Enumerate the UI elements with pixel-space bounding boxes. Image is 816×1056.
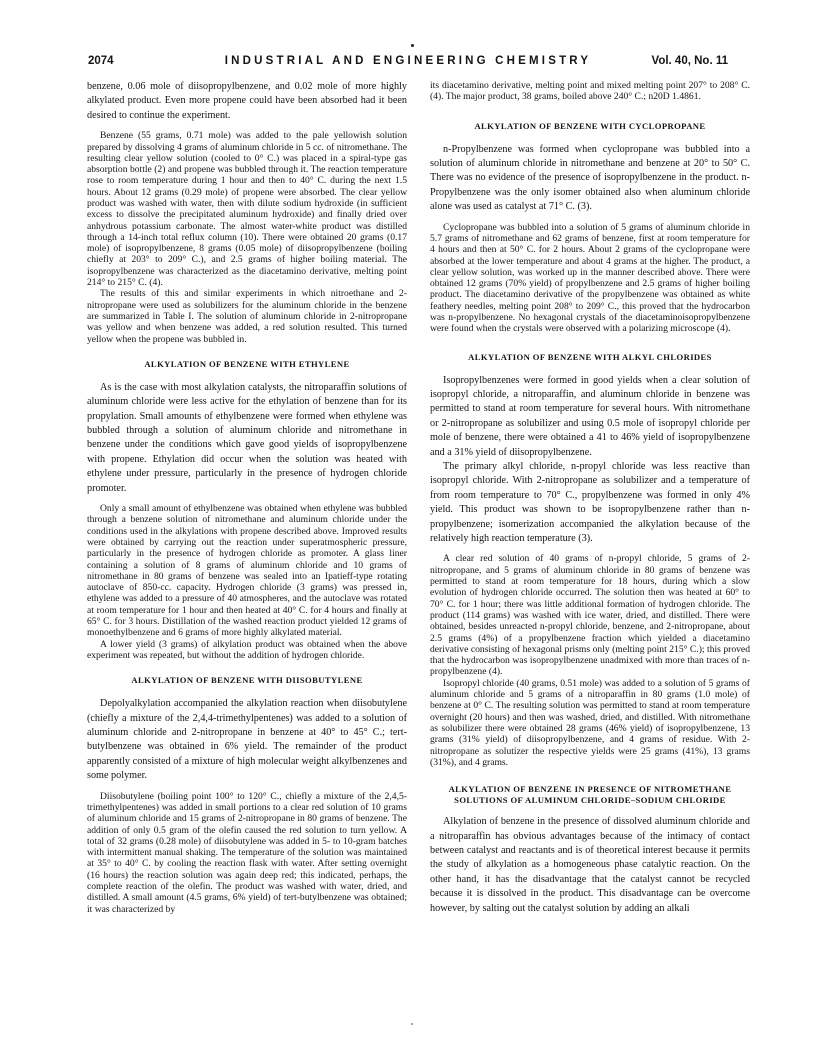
print-speck	[411, 1023, 413, 1025]
paragraph: Alkylation of benzene in the presence of dissolved aluminum chloride and a nitroparaffin has obvious advantages because of the intimacy of contact between catalyst and reactants and is of theoretical interest because it permits the study of alkylation as a homogeneous phase catalytic reaction. On the other hand, it has the disadvantage that the catalyst cannot be recycled because it is dissolved in the product. This disadvantage can be overcome however, by salting out the catalyst solution by adding an alkali	[430, 816, 750, 914]
paragraph: Depolyalkylation accompanied the alkylation reaction when diisobutylene (chiefly a mixture of the 2,4,4-trimethylpentenes) was added to a solution of aluminum chloride and 2-nitropropane in benzene at 40° to 45° C.; tert-butylbenzene was obtained in 6% yield. The remainder of the product apparently consisted of a mixture of high molecular weight alkylbenzenes and some polymer.	[87, 698, 407, 782]
left-column	[87, 80, 407, 915]
paragraph: A clear red solution of 40 grams of n-propyl chloride, 5 grams of 2-nitropropane, and 5 grams of aluminum chloride in 80 grams of benzene was permitted to stand at room temperature for 18 hours, during which a slow evolution of hydrogen chloride occurred. The solution then was heated at 60° to 70° C. for 1 hour; there was little additional formation of hydrogen chloride. The product (114 grams) was washed with ice water, dried, and distilled. There were obtained, besides unreacted n-propyl chloride, benzene, and 2-nitropropane, about 2.5 grams (4%) of a propylbenzene fraction which yielded a diacetamino derivative consisting of hexagonal prisms only (melting point 215° C.); this proved that the hydrocarbon was isopropylbenzene unadmixed with more than traces of n-propylbenzene (4).	[430, 553, 750, 678]
section-heading-alkyl-chlorides: ALKYLATION OF BENZENE WITH ALKYL CHLORIDES	[468, 351, 712, 362]
section-heading-ethylene: ALKYLATION OF BENZENE WITH ETHYLENE	[144, 358, 350, 369]
paragraph: Isopropyl chloride (40 grams, 0.51 mole) was added to a solution of 5 grams of aluminum chloride and 5 grams of a nitroparaffin in 80 grams (1.0 mole) of benzene at 0° C. The resulting solution was permitted to stand at room temperature overnight (20 hours) and then was washed, dried, and distilled. With nitromethane as solubilizer there were obtained 28 grams (46% yield) of isopropylbenzene, 13 grams (31% yield) of diisopropylbenzene, and 4 grams of residue. With 2-nitropropane as solutizer the respective yields were 25 grams (41%), 13 grams (31%), and 4 grams.	[430, 677, 750, 768]
running-header	[88, 55, 728, 71]
paragraph: As is the case with most alkylation catalysts, the nitroparaffin solutions of aluminum chloride were less active for the ethylation of benzene than for its propylation. Small amounts of ethylbenzene were formed when ethylene was bubbled through a solution of aluminum chloride and nitromethane in benzene under the conditions which gave good yields of isopropylbenzene with propene. Ethylation did occur when the solution was heated with ethylene under pressure, particularly in the presence of hydrogen chloride promoter.	[87, 381, 407, 494]
paragraph: Cyclopropane was bubbled into a solution of 5 grams of aluminum chloride in 5.7 grams of nitromethane and 62 grams of benzene, first at room temperature for 4 hours and then at 50° C. for 2 hours. About 2 grams of the cyclopropane were absorbed at the lower temperature and about 4 grams at the higher. The product, a clear yellow solution, was worked up in the manner described above. There were obtained 12 grams (70% yield) of propylbenzene and 2.5 grams of higher boiling product. The diacetamino derivative of the propylbenzene was obtained as white feathery needles, melting point 208° to 209° C., this proved that the hydrocarbon was n-propylbenzene. No hexagonal crystals of the diacetaminoisopropylbenzene were found when the crystals were observed with a polarizing microscope (4).	[430, 221, 750, 335]
heading-line: SOLUTIONS OF ALUMINUM CHLORIDE–SODIUM CHLORIDE	[454, 795, 726, 806]
paragraph: The primary alkyl chloride, n-propyl chloride was less reactive than isopropyl chloride. With 2-nitropropane as solubilizer and a temperature of from room temperature to 70° C., propylbenzene was formed in only 4% yield. This product was shown to be isopropylbenzene rather than n-propylbenzene; isomerization accompanied the alkylation because of the relatively high reaction temperature (3).	[430, 461, 750, 545]
section-heading-diisobutylene: ALKYLATION OF BENZENE WITH DIISOBUTYLENE	[131, 675, 363, 686]
paragraph: A lower yield (3 grams) of alkylation product was obtained when the above experiment was repeated, but without the addition of hydrogen chloride.	[87, 638, 407, 661]
heading-line: ALKYLATION OF BENZENE IN PRESENCE OF NITROMETHANE	[448, 784, 732, 795]
right-column	[430, 80, 750, 916]
paragraph: Diisobutylene (boiling point 100° to 120° C., chiefly a mixture of the 2,4,5-trimethylpentenes) was added in small portions to a clear red solution of 10 grams of aluminum chloride and 15 grams of 2-nitropropane in 80 grams of benzene. The addition of only 0.5 gram of the olefin caused the red solution to turn yellow. A total of 32 grams (0.28 mole) of diisobutylene was added in 5- to 10-gram batches with intermittent manual shaking. The temperature of the solution was maintained at 35° to 40° C. by cooling the reaction flask with water. After setting overnight (16 hours) the reaction solution was again deep red; this indicated, perhaps, the complete reaction of the olefin. The product was washed with water, dried, and distilled. A small amount (4.5 grams, 6% yield) of tert-butylbenzene was obtained; it was characterized by	[87, 790, 407, 915]
paragraph: Benzene (55 grams, 0.71 mole) was added to the pale yellowish solution prepared by dissolving 4 grams of aluminum chloride in 5 cc. of nitromethane. The resulting clear yellow solution (cooled to 0° C.) was placed in a spiral-type gas absorption bottle (2) and propene was bubbled through it. The reaction temperature rose to room temperature during 1 hour and then to 40° C. during the next 1.5 hours. About 12 grams (0.29 mole) of propene were absorbed. The clear yellow product was washed with water, then with dilute sodium hydroxide (in sufficient excess to dissolve the precipitated aluminum hydroxide) and finally dried over anhydrous potassium carbonate. The almost water-white product was distilled through a 14-inch total reflux column (10). There were obtained 20 grams (0.17 mole) of isopropylbenzene, 8 grams (0.05 mole) of diisopropylbenzene (boiling chiefly at 203° to 209° C.), and 2.5 grams of higher boiling material. The isopropylbenzene was characterized as the diacetamino derivative, melting point 214° to 215° C. (4).	[87, 130, 407, 289]
volume-issue: Vol. 40, No. 11	[651, 55, 728, 67]
paragraph: n-Propylbenzene was formed when cyclopropane was bubbled into a solution of aluminum chloride in nitromethane and benzene at 20° to 50° C. There was no evidence of the presence of isopropylbenzene in the product. n-Propylbenzene was the only isomer obtained also when aluminum chloride alone was used as catalyst at 71° C. (3).	[430, 143, 750, 213]
paragraph: Isopropylbenzenes were formed in good yields when a clear solution of isopropyl chloride, a nitroparaffin, and aluminum chloride in benzene was permitted to stand at room temperature for several hours. With nitromethane or 2-nitropropane as solubilizer and using 0.5 mole of isopropyl chloride per mole of benzene, there were obtained a 41 to 46% yield of isopropylbenzene and a 31% yield of diisopropylbenzene.	[430, 374, 750, 458]
section-heading-sodium-chloride	[430, 784, 750, 806]
paragraph: The results of this and similar experiments in which nitroethane and 2-nitropropane were used as solubilizers for the aluminum chloride in the benzene are summarized in Table I. The solution of aluminum chloride in 2-nitropropane was yellow and when benzene was added, a red solution resulted. This turned yellow when the propene was bubbled in.	[87, 288, 407, 345]
print-speck	[411, 44, 414, 47]
page-number: 2074	[88, 55, 114, 67]
paragraph: Only a small amount of ethylbenzene was obtained when ethylene was bubbled through a benzene solution of nitromethane and aluminum chloride under the conditions used in the alkylations with propene described above. Improved results were obtained by carrying out the reaction under superatmospheric pressure, particularly in the presence of hydrogen chloride as promoter. A glass liner containing a solution of 8 grams of aluminum chloride and 10 grams of nitromethane in 80 grams of benzene was sealed into an Ipatieff-type rotating autoclave of 850-cc. capacity. Hydrogen chloride (3 grams) was pressed in, ethylene was added to a pressure of 40 atmospheres, and the autoclave was rotated at room temperature for 1 hour and then heated at 40° C. for 4 hours and finally at 65° C. for 3 hours. Distillation of the washed reaction product yielded 12 grams of monoethylbenzene and 6 grams of more highly alkylated material.	[87, 503, 407, 639]
paragraph: benzene, 0.06 mole of diisopropylbenzene, and 0.02 mole of more highly alkylated product. Even more propene could have been absorbed had it been desired to continue the experiment.	[87, 81, 407, 121]
paragraph: its diacetamino derivative, melting point and mixed melting point 207° to 208° C. (4). The major product, 38 grams, boiled above 240° C.; n20D 1.4861.	[430, 80, 750, 103]
journal-title: INDUSTRIAL AND ENGINEERING CHEMISTRY	[224, 55, 592, 67]
section-heading-cyclopropane: ALKYLATION OF BENZENE WITH CYCLOPROPANE	[474, 120, 706, 131]
